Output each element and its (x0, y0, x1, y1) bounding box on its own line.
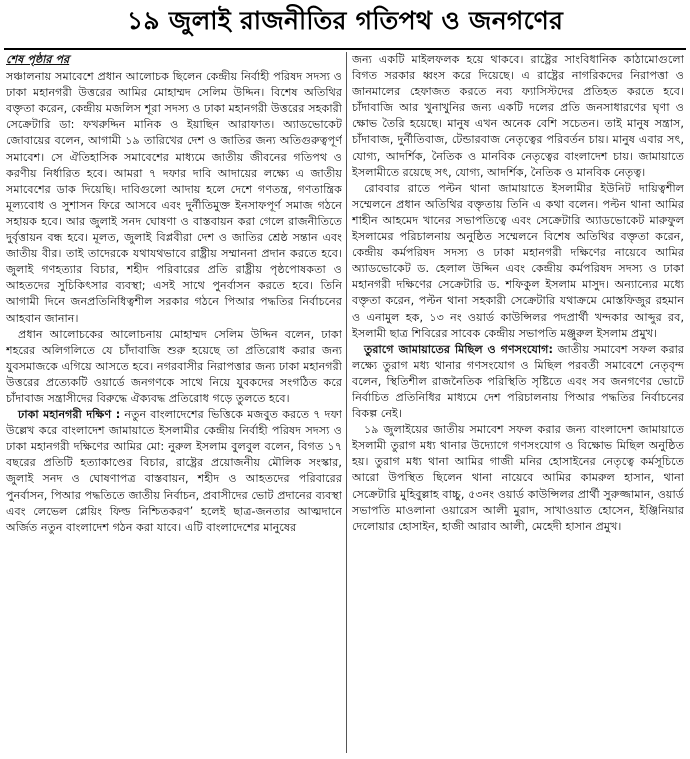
headline: ১৯ জুলাই রাজনীতির গতিপথ ও জনগণের (126, 5, 564, 35)
right-column (352, 52, 684, 755)
paragraph: ১৯ জুলাইয়ের জাতীয় সমাবেশ সফল করার জন্য বাংলাদেশ জামায়াতে ইসলামী তুরাগ মধ্য থানার উদ্যোগে গণসংযোগ ও বিক্ষোভ মিছিল অনুষ্ঠিত হয়। তুরাগ মধ্য থানা আমির গাজী মনির হোসাইনের নেতৃত্বে কর্মসূচিতে আরো উপস্থিত ছিলেন থানা নায়েবে আমির কামরুল হাসান, থানা সেক্রেটারি মুহিবুল্লাহ বাচ্চু, ৫৩নং ওয়ার্ড কাউন্সিলর প্রার্থী সুরুজ্জামান, ওয়ার্ড সভাপতি মাওলানা ওয়ারেস আলী মুরাদ, সাখাওয়াত হোসেন, ইঞ্জিনিয়ার দেলোয়ার হোসাইন, হাজী আরাব আলী, মেহেদী হাসান প্রমুখ। (352, 423, 684, 533)
paragraph-text: জাতীয় সমাবেশ সফল করার লক্ষ্যে তুরাগ মধ্য থানার গণসংযোগ ও মিছিল পরবর্তী সমাবেশে নেতৃবৃন্দ বলেন, স্থিতিশীল রাজনৈতিক পরিস্থিতি সৃষ্টিতে এবং সব জনগণের ভোটে নির্বাচিত প্রতিনিধির মাধ্যমে দেশ পরিচালনায় পিআর পদ্ধতির নির্বাচনের বিকল্প নেই। (352, 342, 684, 421)
paragraph: জন্য একটি মাইলফলক হয়ে থাকবে। রাষ্ট্রের সাংবিধানিক কাঠামোগুলো বিগত সরকার ধ্বংস করে দিয়েছে। এ রাষ্ট্রের নাগরিকদের নিরাপত্তা ও জানমালের হেফাজত করতে নব্য ফ্যাসিস্টদের প্রতিহত করতে হবে। চাঁদাবাজি আর খুনাখুনির জন্য একটি দলের প্রতি জনসাধারণের ঘৃণা ও ক্ষোভ তৈরি হয়েছে। মানুষ এখন অনেক বেশি সচেতন। তাই মানুষ সন্ত্রাস, চাঁদাবাজ, দুর্নীতিবাজ, টেন্ডারবাজ নেতৃত্বের পরিবর্তন চায়। মানুষ এবার সৎ, যোগ্য, আদর্শিক, নৈতিক ও মানবিক নেতৃত্বের বাংলাদেশ চায়। জামায়াতে ইসলামীতে রয়েছে সৎ, যোগ্য, আদর্শিক, নৈতিক ও মানবিক নেতৃত্ব। (352, 53, 684, 179)
paragraph: প্রধান আলোচকের আলোচনায় মোহাম্মদ সেলিম উদ্দিন বলেন, ঢাকা শহরের অলিগলিতে যে চাঁদাবাজি শুরু হয়েছে তা প্রতিরোধ করার জন্য যুবসমাজকে এগিয়ে আসতে হবে। নগরবাসীর নিরাপত্তার জন্য ঢাকা মহানগরী উত্তরের প্রত্যেকটি ওয়ার্ডে জনগণকে সাথে নিয়ে যুবকদের সংগঠিত করে চাঁদাবাজ সন্ত্রাসীদের বিরুদ্ধে ঐক্যবদ্ধ প্রতিরোধ গড়ে তুলতে হবে। (6, 327, 342, 405)
subheading: তুরাগে জামায়াতের মিছিল ও গণসংযোগ: (364, 342, 553, 356)
subheading: ঢাকা মহানগরী দক্ষিণ : (18, 408, 121, 422)
continuation-kicker: শেষ পৃষ্ঠার পর (6, 53, 70, 66)
headline-rule (4, 48, 686, 50)
paragraph: সঞ্চালনায় সমাবেশে প্রধান আলোচক ছিলেন কেন্দ্রীয় নির্বাহী পরিষদ সদস্য ও ঢাকা মহানগরী উত্তরের আমির মোহাম্মদ সেলিম উদ্দিন। বিশেষ অতিথির বক্তৃতা করেন, কেন্দ্রীয় মজলিস শূরা সদস্য ও ঢাকা মহানগরী উত্তরের সহকারী সেক্রেটারি ডা: ফখরুদ্দিন মানিক ও ইয়াছিন আরাফাত। অ্যাডভোকেট জোবায়ের বলেন, আগামী ১৯ তারিখের দেশ ও জাতির জন্য অতিগুরুত্বপূর্ণ সমাবেশ। সে ঐতিহাসিক সমাবেশের মাধ্যমে জাতীয় জীবনের গতিপথ ও করণীয় নির্ধারিত হবে। আমরা ৭ দফার দাবি আদায়ের লক্ষ্যে এ জাতীয় সমাবেশের ডাক দিয়েছি। দাবিগুলো আদায় হলে দেশে গণতন্ত্র, গণতান্ত্রিক মূল্যবোধ ও সুশাসন ফিরে আসবে এবং দুর্নীতিমুক্ত ইনসাফপূর্ণ সমাজ গঠনে সহায়ক হবে। আর জুলাই সনদ ঘোষণা ও বাস্তবায়ন করা গেলে রাজনীতিতে দুর্বৃত্তায়ন বন্ধ হবে। মূলত, জুলাই বিপ্লবীরা দেশ ও জাতির শ্রেষ্ঠ সন্তান এবং জাতীয় বীর। তাই তাদেরকে যথাযথভাবে রাষ্ট্রীয় সম্মাননা প্রদান করতে হবে। জুলাই গণহত্যার বিচার, শহীদ পরিবারের প্রতি রাষ্ট্রীয় পৃষ্ঠপোষকতা ও আহতদের সুচিকিৎসার ব্যবস্থা; এসই সাথে পুনর্বাসন করতে হবে। তিনি আগামী দিনে জনপ্রতিনিধিত্বশীল সরকার গঠনে পিআর পদ্ধতির নির্বাচনের আহবান জানান। (6, 70, 342, 325)
paragraph-text: নতুন বাংলাদেশের ভিত্তিকে মজবুত করতে ৭ দফা উল্লেখ করে বাংলাদেশ জামায়াতে ইসলামীর কেন্দ্রীয় নির্বাহী পরিষদ সদস্য ও ঢাকা মহানগরী দক্ষিণের আমির মো: নুরুল ইসলাম বুলবুল বলেন, বিগত ১৭ বছরের প্রতিটি হত্যাকাণ্ডের বিচার, রাষ্ট্রের প্রয়োজনীয় মৌলিক সংস্কার, জুলাই সনদ ও ঘোষণাপত্র বাস্তবায়ন, শহীদ ও আহতদের পরিবারের পুনর্বাসন, পিআর পদ্ধতিতে জাতীয় নির্বাচন, প্রবাসীদের ভোট প্রদানের ব্যবস্থা এবং লেভেল প্লেয়িং ফিল্ড নিশ্চিতকরণ’ হলেই ছাত্র-জনতার আত্মদানে অর্জিত নতুন বাংলাদেশ গঠন করা যাবে। এটি বাংলাদেশের মানুষের (6, 408, 342, 534)
column-divider (346, 52, 347, 753)
paragraph (6, 407, 342, 536)
left-column (6, 52, 342, 755)
paragraph (352, 342, 684, 422)
paragraph: রোববার রাতে পল্টন থানা জামায়াতে ইসলামীর ইউনিট দায়িত্বশীল সম্মেলনে প্রধান অতিথির বক্তৃতায় তিনি এ কথা বলেন। পল্টন থানা আমির শাহীন আহমেদ খানের সভাপতিত্বে এবং সেক্রেটারি অ্যাডভোকেট মারুফুল ইসলামের পরিচালনায় অনুষ্ঠিত সম্মেলনে বিশেষ অতিথির বক্তৃতা করেন, কেন্দ্রীয় কর্মপরিষদ সদস্য ও ঢাকা মহানগরী দক্ষিণের নায়েবে আমির অ্যাডভোকেট ড. হেলাল উদ্দিন এবং কেন্দ্রীয় কর্মপরিষদ সদস্য ও ঢাকা মহানগরী দক্ষিণের সেক্রেটারি ড. শফিকুল ইসলাম মাসুদ। অন্যান্যের মধ্যে বক্তৃতা করেন, পল্টন থানা সহকারী সেক্রেটারি যথাক্রমে মোস্তফিজুর রহমান ও এনামুল হক, ১৩ নং ওয়ার্ড কাউন্সিলর পদপ্রার্থী খন্দকার আব্দুর রব, ইসলামী ছাত্র শিবিরের সাবেক কেন্দ্রীয় সভাপতি মঞ্জুরুল ইসলাম প্রমুখ। (352, 181, 684, 340)
